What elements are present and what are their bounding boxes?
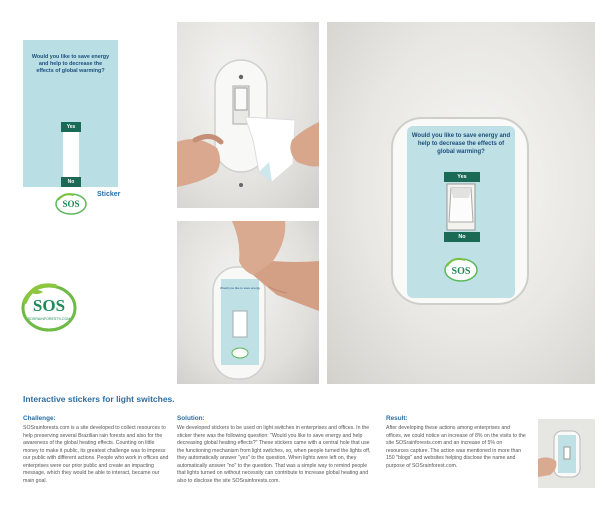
photo-sticker-question: Would you like to save energy and help to decrease the effects of global warming? [411,133,511,156]
photo-peeling-sticker [177,22,319,208]
svg-text:SOS: SOS [451,266,471,277]
svg-text:Would you like to save energy: Would you like to save energy [220,286,260,290]
solution-body: We developed stickers to be used on light switches in enterprises and offices. In the sticker there was the following question: "Would you like to save energy and help decreasing global heating effects?" These stickers came with a central hole that use the functioning mechanism from light switches, so, when people turned the lights off, they automatically answer "yes" to the question. When lights were left on, they automatically answer "no" to the question. That was a simple way to remind people that lights turned on without necessity can contribute to increase global heating and also to disclose the site SOSrainforests.com. [177,425,371,484]
result-body: After developing these actions among enterprises and offices, we could notice an increase of 8% on the visits to the site SOSrainforests.com and an increase of 5% on resources capture. The action was mentioned in more than 150 "blogs" and websites helping disclose the name and purpose of SOSrainforest.com. [386,425,526,469]
photo-final-switch [327,22,595,384]
sticker-yes-label: Yes [61,122,81,132]
sos-rainforests-logo [19,278,79,339]
sticker-no-label: No [61,177,81,187]
logo-sos-text: SOS [32,296,66,315]
photo-sticker-no: No [458,234,466,240]
challenge-title: Challenge: [23,415,56,422]
headline: Interactive stickers for light switches. [23,394,175,404]
photo-applying-sticker [177,221,319,384]
challenge-body: SOSrainforests.com is a site developed to collect resources to help preserving several Brazilian rain forests and also for the awareness of the global heating effects. Counting on little money to make it public, its greatest challenge was to impress our public with different actions. People who work in offices and enterprises were our prior public and create an impacting message, which they would be able to interact, became our main goal. [23,425,169,484]
sticker-question: Would you like to save energy and help to decrease the effects of global warming? [31,54,110,75]
svg-text:SOS: SOS [62,199,80,209]
sticker-caption: Sticker [97,191,121,198]
result-thumbnail-photo [538,419,595,488]
photo-sticker-yes: Yes [457,174,467,180]
sticker-sos-logo [54,192,88,216]
logo-subtext: SOSRAINFORESTS.COM [27,317,71,321]
sticker-switch-hole [63,132,79,177]
result-title: Result: [386,415,408,422]
solution-title: Solution: [177,415,205,422]
